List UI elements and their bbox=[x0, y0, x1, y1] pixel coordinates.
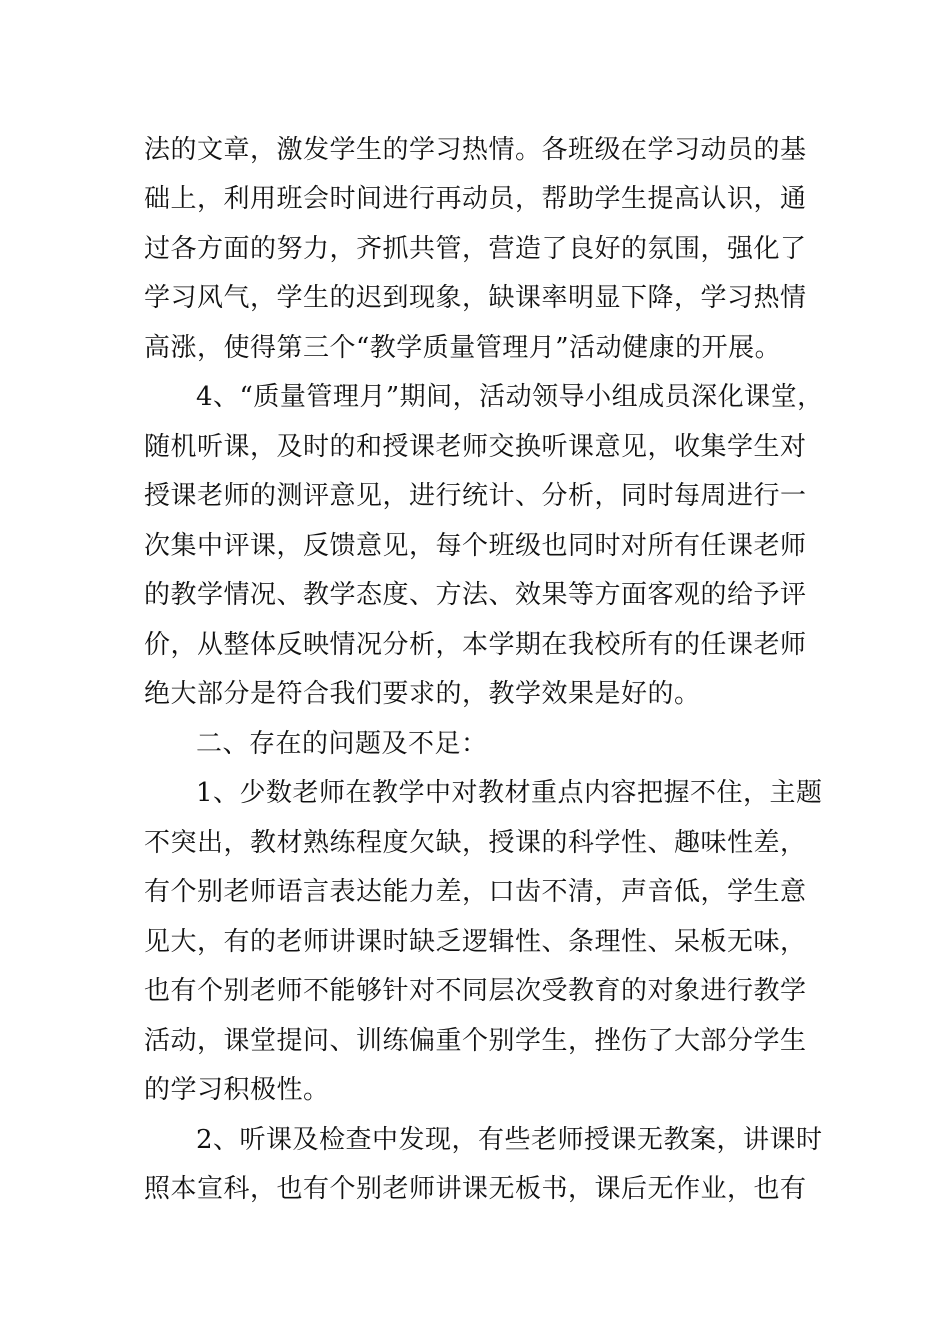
text-line: 价，从整体反映情况分析，本学期在我校所有的任课老师 bbox=[144, 630, 807, 660]
text-line: 不突出，教材熟练程度欠缺，授课的科学性、趣味性差， bbox=[144, 828, 807, 858]
paragraph-start-line: 2、听课及检查中发现，有些老师授课无教案，讲课时 bbox=[196, 1125, 823, 1155]
paragraph-start-line: 1、少数老师在教学中对教材重点内容把握不住，主题 bbox=[196, 778, 823, 808]
text-line: 的学习积极性。 bbox=[144, 1075, 330, 1105]
text-line: 过各方面的努力，齐抓共管，营造了良好的氛围，强化了 bbox=[144, 234, 807, 264]
text-line: 见大，有的老师讲课时缺乏逻辑性、条理性、呆板无味， bbox=[144, 927, 807, 957]
text-line: 高涨，使得第三个“教学质量管理月”活动健康的开展。 bbox=[144, 333, 782, 363]
text-line: 学习风气，学生的迟到现象，缺课率明显下降，学习热情 bbox=[144, 283, 807, 313]
paragraph-start-line: 4、“质量管理月”期间，活动领导小组成员深化课堂， bbox=[196, 382, 824, 412]
text-line: 授课老师的测评意见，进行统计、分析，同时每周进行一 bbox=[144, 481, 807, 511]
text-line: 础上，利用班会时间进行再动员，帮助学生提高认识，通 bbox=[144, 184, 807, 214]
section-heading: 二、存在的问题及不足： bbox=[196, 729, 488, 759]
text-line: 随机听课，及时的和授课老师交换听课意见，收集学生对 bbox=[144, 432, 807, 462]
text-line: 绝大部分是符合我们要求的，教学效果是好的。 bbox=[144, 679, 701, 709]
text-line: 照本宣科，也有个别老师讲课无板书，课后无作业，也有 bbox=[144, 1174, 807, 1204]
text-line: 的教学情况、教学态度、方法、效果等方面客观的给予评 bbox=[144, 580, 807, 610]
text-line: 有个别老师语言表达能力差，口齿不清，声音低，学生意 bbox=[144, 877, 807, 907]
text-line: 活动，课堂提问、训练偏重个别学生，挫伤了大部分学生 bbox=[144, 1026, 807, 1056]
text-line: 次集中评课，反馈意见，每个班级也同时对所有任课老师 bbox=[144, 531, 807, 561]
text-line: 法的文章，激发学生的学习热情。各班级在学习动员的基 bbox=[144, 135, 807, 165]
text-line: 也有个别老师不能够针对不同层次受教育的对象进行教学 bbox=[144, 976, 807, 1006]
